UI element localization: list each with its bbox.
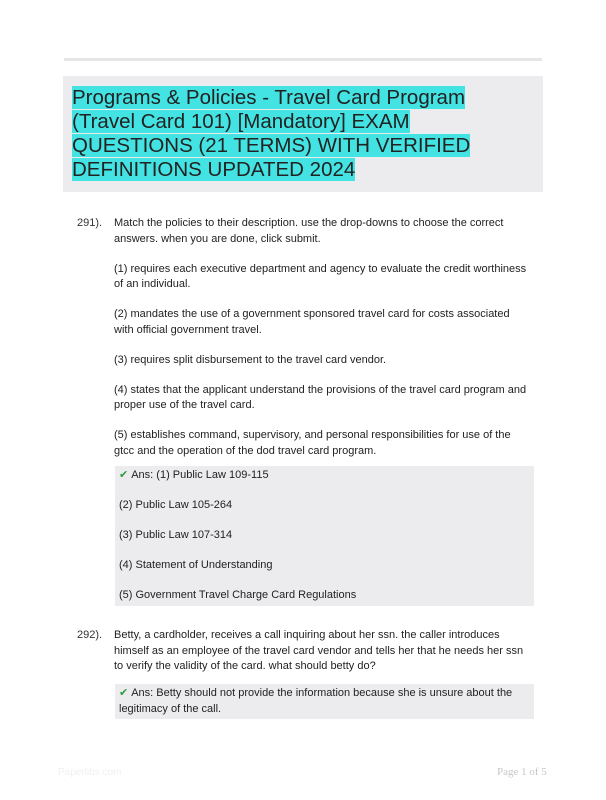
question-body xyxy=(114,216,532,474)
page-title xyxy=(72,86,532,182)
question-text: (2) mandates the use of a government sponsored travel card for costs associated with official government travel. xyxy=(114,308,510,336)
question-text: Match the policies to their description. use the drop-downs to choose the correct answers. when you are done, click submit. xyxy=(114,217,504,245)
question-text: (1) requires each executive department and agency to evaluate the credit worthiness of an individual. xyxy=(114,262,527,290)
question-number: 292). xyxy=(77,629,103,641)
header-divider xyxy=(64,58,542,61)
page-title-text: Programs & Policies - Travel Card Program (Travel Card 101) [Mandatory] EXAM QUESTIONS (21 TERMS) WITH VERIFIED DEFINITIONS UPDATED 2024 xyxy=(72,86,471,181)
question-text: Betty, a cardholder, receives a call inquiring about her ssn. the caller introduces himself as an employee of the travel card vendor and tells her that he needs her ssn to verify the validity of the card. what should betty do? xyxy=(114,629,524,672)
answer-text: Ans: Betty should not provide the information because she is unsure about the legitimacy of the call. xyxy=(119,687,513,715)
answer-line: (5) Government Travel Charge Card Regulations xyxy=(119,589,357,601)
answer-line: (4) Statement of Understanding xyxy=(119,559,273,571)
check-icon: ✔ xyxy=(119,687,129,699)
answer-line: (3) Public Law 107-314 xyxy=(119,529,233,541)
answer-text: Ans: (1) Public Law 109-115 xyxy=(131,469,269,481)
question-text: (4) states that the applicant understand the provisions of the travel card program and proper use of the travel card. xyxy=(114,383,527,411)
answer-box xyxy=(115,684,534,719)
footer-watermark: Paperlibs.com xyxy=(58,767,122,778)
answer-line: (2) Public Law 105-264 xyxy=(119,499,233,511)
question-text: (3) requires split disbursement to the travel card vendor. xyxy=(114,353,387,366)
question-text: (5) establishes command, supervisory, and personal responsibilities for use of the gtcc and the operation of the dod travel card program. xyxy=(114,429,511,457)
question-body xyxy=(114,628,532,689)
answer-line xyxy=(119,686,530,717)
answer-box xyxy=(115,466,534,606)
answer-line xyxy=(119,468,530,484)
check-icon: ✔ xyxy=(119,469,129,481)
question-number: 291). xyxy=(77,217,103,229)
page-indicator: Page 1 of 5 xyxy=(497,766,547,778)
